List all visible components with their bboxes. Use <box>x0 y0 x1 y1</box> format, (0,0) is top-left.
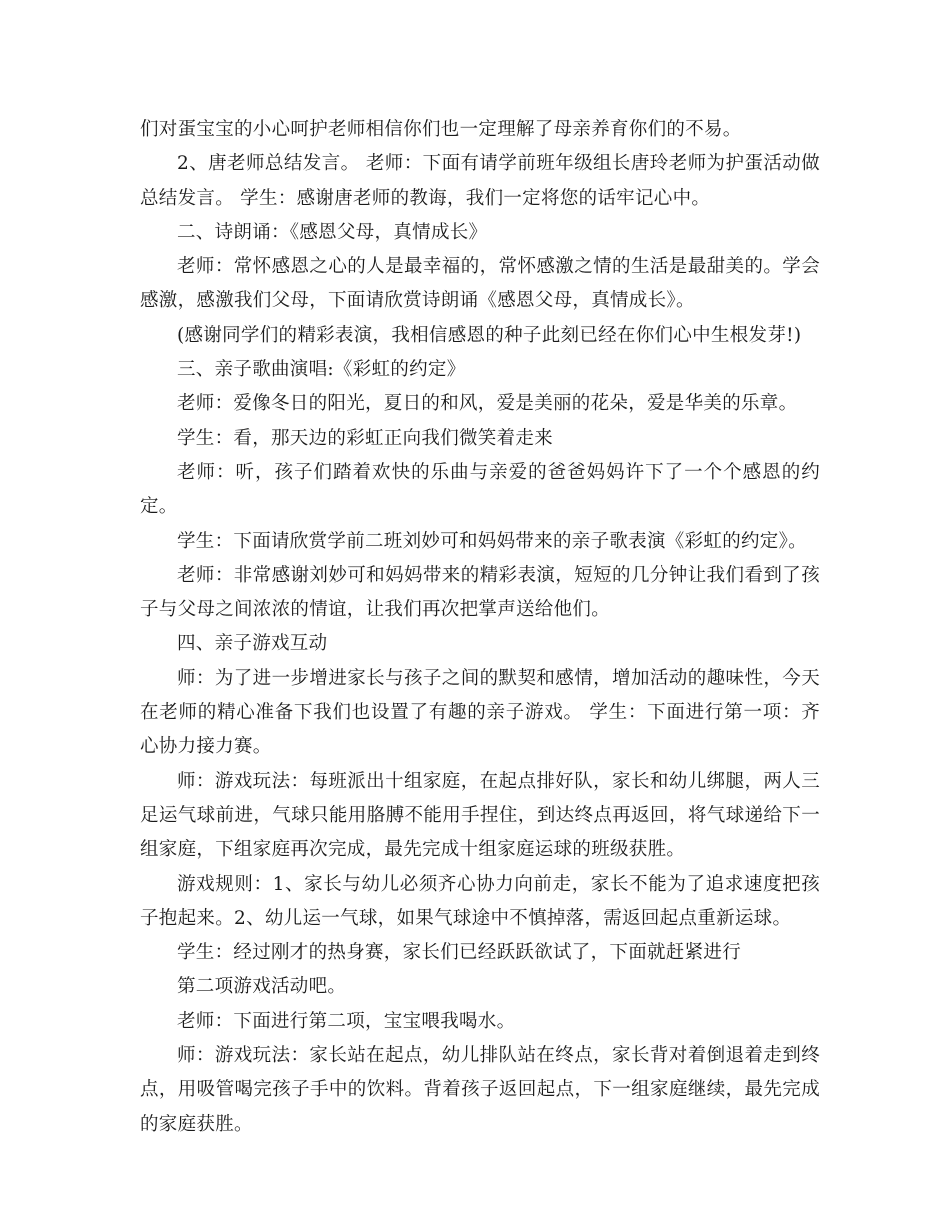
paragraph-teacher-thanks: 老师：非常感谢刘妙可和妈妈带来的精彩表演，短短的几分钟让我们看到了孩子与父母之间浓浓的情谊，让我们再次把掌声送给他们。 <box>140 564 820 621</box>
paragraph-thanks-note: (感谢同学们的精彩表演，我相信感恩的种子此刻已经在你们心中生根发芽!) <box>177 324 802 346</box>
paragraph-teacher-love: 老师：爱像冬日的阳光，夏日的和风，爱是美丽的花朵，爱是华美的乐章。 <box>177 393 798 415</box>
paragraph-continuation: 们对蛋宝宝的小心呵护老师相信你们也一定理解了母亲养育你们的不易。 <box>140 119 742 140</box>
paragraph-teacher-listen: 老师：听，孩子们踏着欢快的乐曲与亲爱的爸爸妈妈许下了一个个感恩的约定。 <box>140 461 820 518</box>
section-heading-song: 三、亲子歌曲演唱:《彩虹的约定》 <box>177 359 466 381</box>
paragraph-teacher-game2: 老师：下面进行第二项，宝宝喂我喝水。 <box>177 1010 516 1032</box>
paragraph-tang-summary: 2、唐老师总结发言。 老师：下面有请学前班年级组长唐玲老师为护蛋活动做总结发言。 学生：感谢唐老师的教诲，我们一定将您的话牢记心中。 <box>140 153 820 209</box>
paragraph-second-game: 第二项游戏活动吧。 <box>177 976 347 998</box>
document-body <box>140 113 820 1142</box>
paragraph-student-rainbow: 学生：看，那天边的彩虹正向我们微笑着走来 <box>177 427 554 449</box>
paragraph-student-warmup: 学生：经过刚才的热身赛，家长们已经跃跃欲试了，下面就赶紧进行 <box>177 942 742 964</box>
paragraph-student-performance: 学生：下面请欣赏学前二班刘妙可和妈妈带来的亲子歌表演《彩虹的约定》。 <box>177 530 807 552</box>
section-heading-games: 四、亲子游戏互动 <box>177 633 328 655</box>
paragraph-games-intro: 师：为了进一步增进家长与孩子之间的默契和感情，增加活动的趣味性，今天在老师的精心准备下我们也设置了有趣的亲子游戏。 学生：下面进行第一项：齐心协力接力赛。 <box>140 667 820 758</box>
paragraph-game2-play: 师：游戏玩法：家长站在起点，幼儿排队站在终点，家长背对着倒退着走到终点，用吸管喝完孩子手中的饮料。背着孩子返回起点，下一组家庭继续，最先完成的家庭获胜。 <box>140 1045 820 1135</box>
paragraph-game1-play: 师：游戏玩法：每班派出十组家庭，在起点排好队，家长和幼儿绑腿，两人三足运气球前进，气球只能用胳膊不能用手捏住，到达终点再返回，将气球递给下一组家庭，下组家庭再次完成，最先完成十组家庭运球的班级获胜。 <box>140 770 820 861</box>
paragraph-teacher-gratitude: 老师：常怀感恩之心的人是最幸福的，常怀感激之情的生活是最甜美的。学会感激，感激我们父母，下面请欣赏诗朗诵《感恩父母，真情成长》。 <box>140 256 820 312</box>
section-heading-poem: 二、诗朗诵：《感恩父母，真情成长》 <box>177 221 488 243</box>
paragraph-game1-rules: 游戏规则：1、家长与幼儿必须齐心协力向前走，家长不能为了追求速度把孩子抱起来。2、幼儿运一气球，如果气球途中不慎掉落，需返回起点重新运球。 <box>140 873 820 929</box>
